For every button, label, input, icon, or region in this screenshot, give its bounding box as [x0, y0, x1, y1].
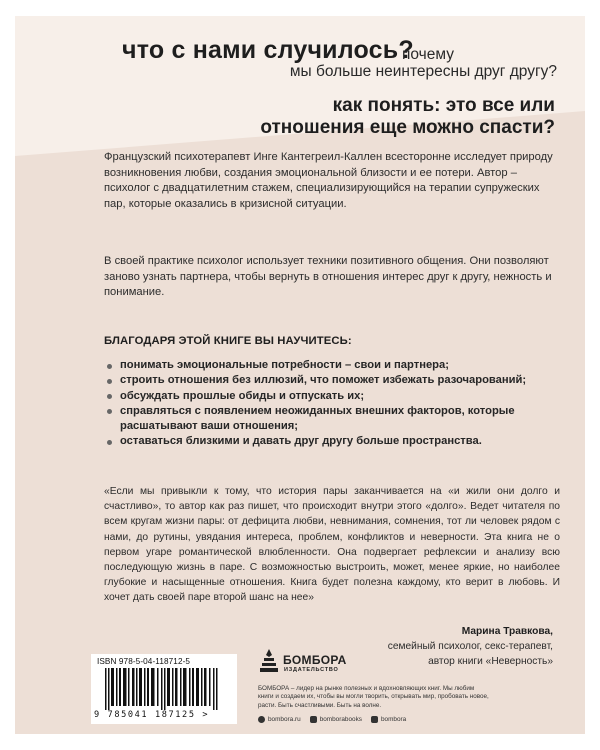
paragraph-intro: Французский психотерапевт Инге Кантегреил-Каллен всесторонне исследует природу возникновения любви, создания эмоциональной близости и ее потери. Автор – психолог с двадцатилетним стажем, специализирующийся на терапии супружеских пар, которые оказались в кризисной ситуации. [104, 151, 553, 210]
isbn-label: ISBN 978-5-04-118712-5 [97, 657, 191, 666]
paragraph-practice: В своей практике психолог использует техники позитивного общения. Они позволяют заново узнать партнера, чтобы вернуть в отношения интерес друг к другу, нежность и понимание. [104, 255, 552, 299]
learn-heading: БЛАГОДАРЯ ЭТОЙ КНИГЕ ВЫ НАУЧИТЕСЬ: [104, 335, 352, 347]
question-line-1: почему [402, 46, 454, 63]
book-back-cover [15, 16, 585, 734]
social-vk[interactable]: bomborabooks [310, 716, 362, 723]
bullet-icon [107, 409, 112, 414]
list-item: оставаться близкими и давать друг другу больше пространства. [106, 434, 546, 449]
quote-signature [388, 624, 553, 670]
quote-author-book: автор книги «Неверность» [428, 656, 553, 668]
list-item: обсуждать прошлые обиды и отпускать их; [106, 389, 546, 404]
barcode-icon [105, 668, 225, 710]
list-item: строить отношения без иллюзий, что поможет избежать разочарований; [106, 373, 546, 388]
bullet-icon [107, 379, 112, 384]
quote-author: Марина Травкова, [461, 626, 553, 637]
instagram-icon [371, 716, 378, 723]
vk-icon [310, 716, 317, 723]
list-item: справляться с появлением неожиданных внешних факторов, которые расшатывают ваши отношения; [106, 404, 546, 435]
publisher-sub: ИЗДАТЕЛЬСТВО [284, 667, 339, 673]
review-quote: «Если мы привыкли к тому, что история пары заканчивается на «и жили они долго и счастливо», то автор как раз пишет, что происходит внутри этого «долго». Ведет читателя по всем кругам жизни пары: от дефицита любви, невнимания, сомнения, тот ли человек рядом с нами, до рутины, увядания интереса, проблем, конфликтов и неверности. Эта книга не о первом угаре романтической влюбленности. Она подвергает рефлексии и анализу всю последующую жизнь в паре. С возможностью выстроить, может, менее яркие, но наиболее глубокие и насыщенные отношения. Книга будет полезна каждому, кто верит в любовь. И хочет дать своей паре второй шанс на нее» [104, 486, 560, 604]
bullet-icon [107, 394, 112, 399]
bullet-icon [107, 364, 112, 369]
learn-list [106, 358, 546, 450]
globe-icon [258, 716, 265, 723]
social-instagram[interactable]: bombora [371, 716, 406, 723]
question-line-2: мы больше неинтересны друг другу? [289, 63, 557, 80]
social-site[interactable]: bombora.ru [258, 716, 301, 723]
barcode-block [91, 654, 237, 724]
headline: что с нами случилось? [122, 36, 414, 64]
social-links [258, 716, 406, 723]
barcode-digits: 9 785041 187125 > [94, 710, 210, 720]
bullet-icon [107, 440, 112, 445]
quote-author-role: семейный психолог, секс-терапевт, [387, 641, 553, 653]
publisher-description: БОМБОРА – лидер на рынке полезных и вдохновляющих книг. Мы любим книги и создаем их, чтобы вы могли творить, открывать мир, пробовать новое, расти. Быть счастливыми. Быть на волне. [258, 685, 489, 709]
publisher-name: БОМБОРА [283, 653, 347, 667]
subheadline: как понять: это все или отношения еще можно спасти? [260, 95, 555, 138]
bombora-logo-icon [258, 647, 280, 677]
list-item: понимать эмоциональные потребности – свои и партнера; [106, 358, 546, 373]
